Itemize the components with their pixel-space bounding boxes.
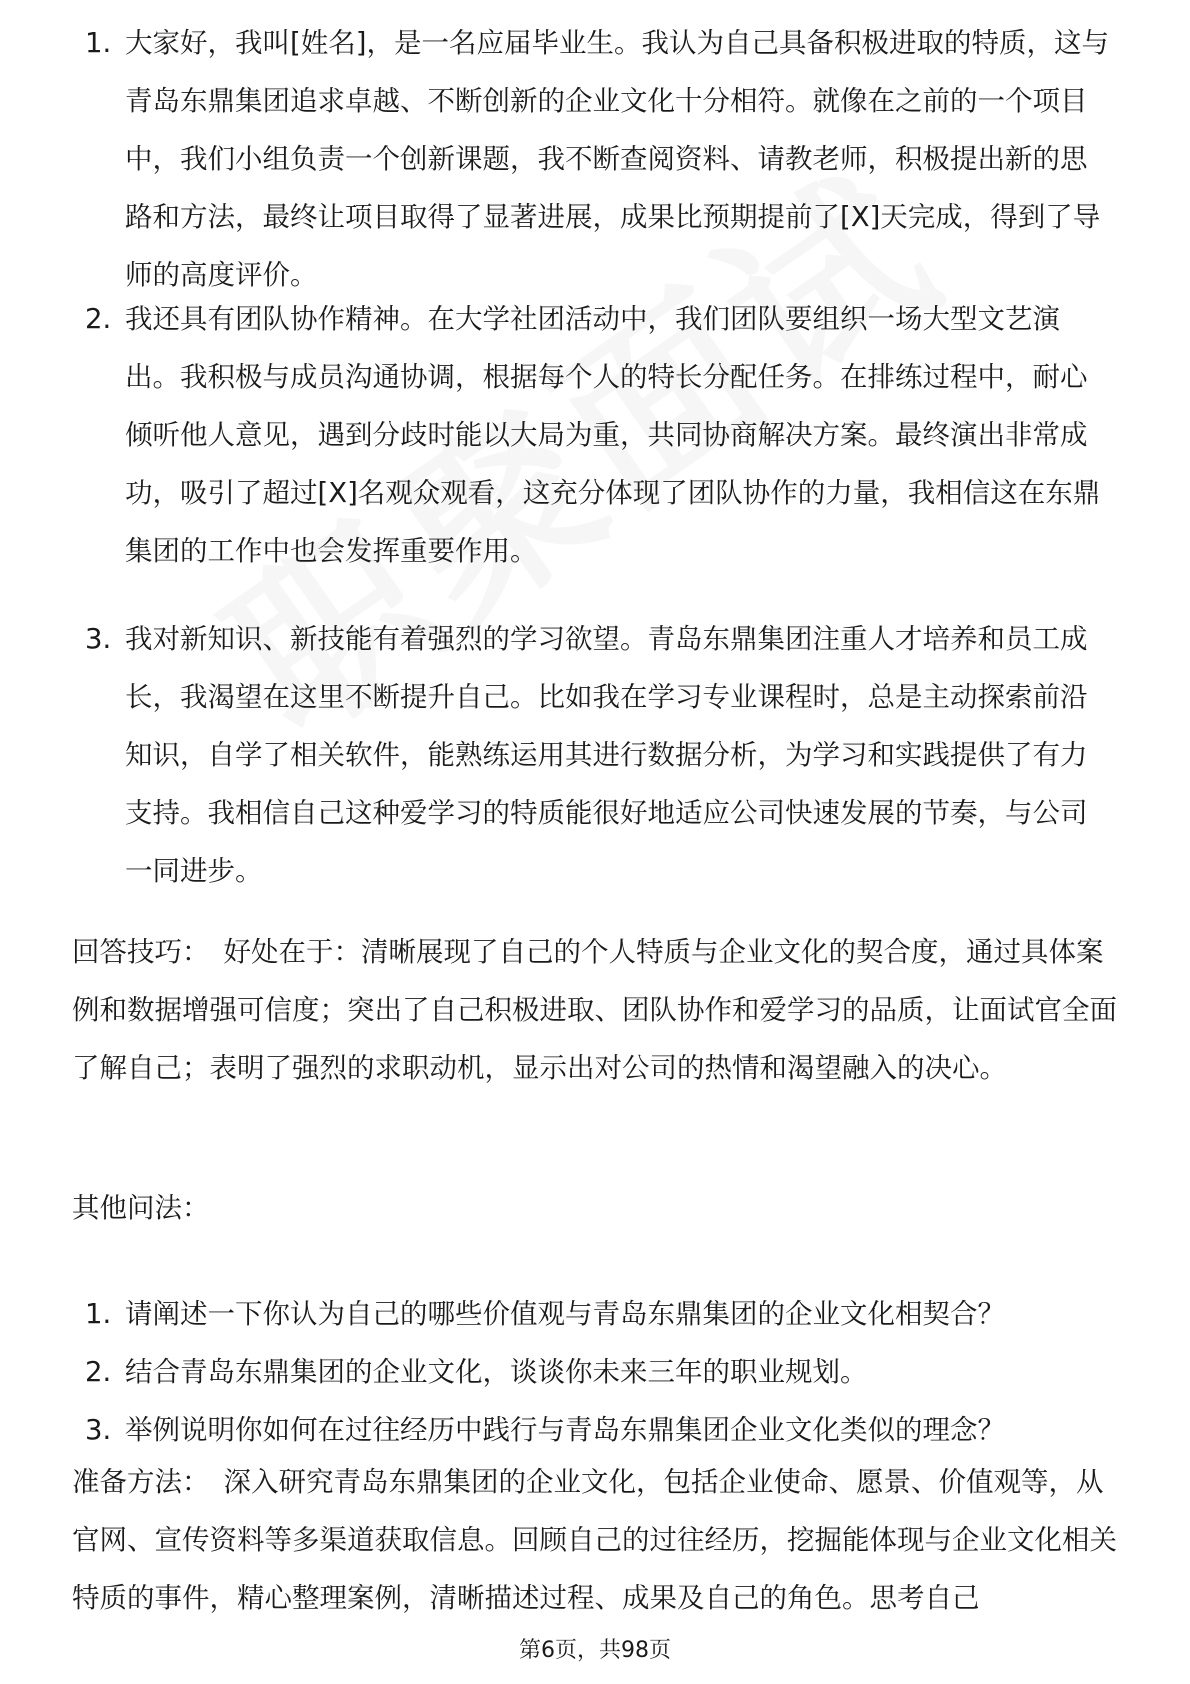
list-item: [0, 610, 1190, 900]
tips-text: 好处在于：清晰展现了自己的个人特质与企业文化的契合度，通过具体案例和数据增强可信度；突出了自己积极进取、团队协作和爱学习的品质，让面试官全面了解自己；表明了强烈的求职动机，显示出对公司的热情和渴望融入的决心。: [72, 936, 1117, 1084]
tips-paragraph: [72, 923, 1120, 1097]
list-text: 请阐述一下你认为自己的哪些价值观与青岛东鼎集团的企业文化相契合？: [125, 1298, 1005, 1330]
answer-list: [0, 14, 1190, 304]
prep-text: 深入研究青岛东鼎集团的企业文化，包括企业使命、愿景、价值观等，从官网、宣传资料等多渠道获取信息。回顾自己的过往经历，挖掘能体现与企业文化相关特质的事件，精心整理案例，清晰描述过程、成果及自己的角色。思考自己: [72, 1466, 1117, 1614]
prep-paragraph: [72, 1453, 1120, 1627]
other-label: 其他问法：: [72, 1192, 210, 1224]
list-text: 我还具有团队协作精神。在大学社团活动中，我们团队要组织一场大型文艺演出。我积极与成员沟通协调，根据每个人的特长分配任务。在排练过程中，耐心倾听他人意见，遇到分歧时能以大局为重，共同协商解决方案。最终演出非常成功，吸引了超过[X]名观众观看，这充分体现了团队协作的力量，我相信这在东鼎集团的工作中也会发挥重要作用。: [125, 303, 1101, 567]
answer-list: [0, 290, 1190, 580]
list-number: 1.: [85, 1298, 112, 1330]
list-number: 2.: [85, 303, 112, 335]
list-number: 3.: [85, 623, 112, 655]
answer-list: [0, 610, 1190, 900]
tips-label: 回答技巧：: [72, 936, 210, 968]
list-text: 我对新知识、新技能有着强烈的学习欲望。青岛东鼎集团注重人才培养和员工成长，我渴望在这里不断提升自己。比如我在学习专业课程时，总是主动探索前沿知识，自学了相关软件，能熟练运用其进行数据分析，为学习和实践提供了有力支持。我相信自己这种爱学习的特质能很好地适应公司快速发展的节奏，与公司一同进步。: [125, 623, 1088, 887]
list-number: 3.: [85, 1414, 112, 1446]
list-text: 举例说明你如何在过往经历中践行与青岛东鼎集团企业文化类似的理念？: [125, 1414, 1005, 1446]
list-item: [0, 290, 1190, 580]
list-item: [0, 1401, 1190, 1459]
prep-label: 准备方法：: [72, 1466, 210, 1498]
list-number: 1.: [85, 27, 112, 59]
list-item: [0, 1285, 1190, 1343]
other-questions-list: [0, 1285, 1190, 1459]
list-text: 大家好，我叫[姓名]，是一名应届毕业生。我认为自己具备积极进取的特质，这与青岛东鼎集团追求卓越、不断创新的企业文化十分相符。就像在之前的一个项目中，我们小组负责一个创新课题，我不断查阅资料、请教老师，积极提出新的思路和方法，最终让项目取得了显著进展，成果比预期提前了[X]天完成，得到了导师的高度评价。: [125, 27, 1109, 291]
list-number: 2.: [85, 1356, 112, 1388]
list-text: 结合青岛东鼎集团的企业文化，谈谈你未来三年的职业规划。: [125, 1356, 868, 1388]
list-item: [0, 1343, 1190, 1401]
list-item: [0, 14, 1190, 304]
page-number: 第6页，共98页: [519, 1638, 671, 1663]
